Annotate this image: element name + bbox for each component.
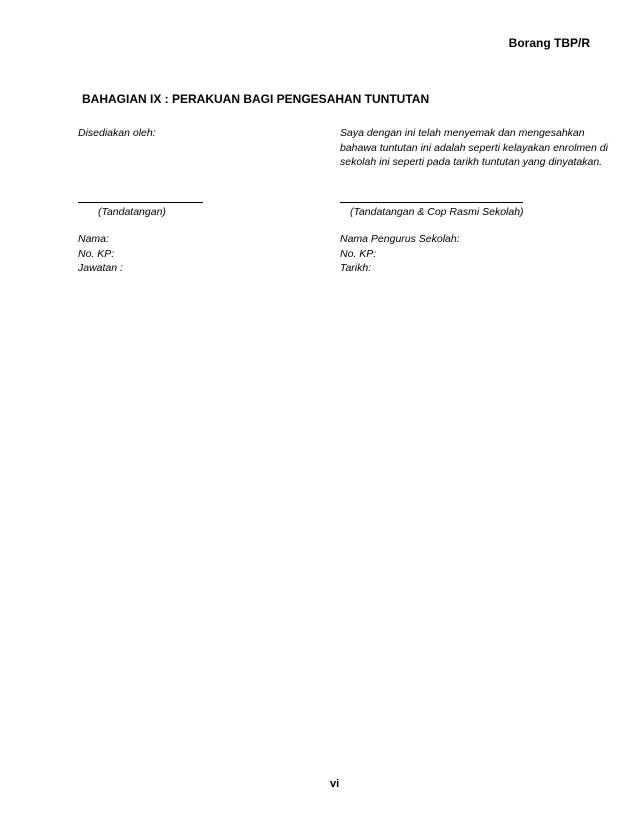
preparer-fields [78,232,123,276]
declaration-text: Saya dengan ini telah menyemak dan mengesahkan bahawa tuntutan ini adalah seperti kelayakan enrolmen di sekolah ini seperti pada tarikh tuntutan yang dinyatakan. [340,127,608,168]
preparer-position-label: Jawatan : [78,262,123,274]
manager-signature-caption: (Tandatangan & Cop Rasmi Sekolah) [350,206,524,218]
preparer-name-label: Nama: [78,233,109,245]
preparer-signature-line [78,202,203,203]
preparer-signature-caption: (Tandatangan) [98,206,166,218]
page-number: vi [330,778,340,790]
manager-signature-line [340,202,523,203]
manager-name-label: Nama Pengurus Sekolah: [340,233,460,245]
preparer-ic-label: No. KP: [78,247,115,260]
manager-ic-label: No. KP: [340,247,377,260]
section-title: BAHAGIAN IX : PERAKUAN BAGI PENGESAHAN TUNTUTAN [82,92,430,106]
manager-fields [340,232,460,276]
prepared-by-label: Disediakan oleh: [78,127,156,139]
date-label: Tarikh: [340,262,372,274]
form-code: Borang TBP/R [508,36,590,50]
